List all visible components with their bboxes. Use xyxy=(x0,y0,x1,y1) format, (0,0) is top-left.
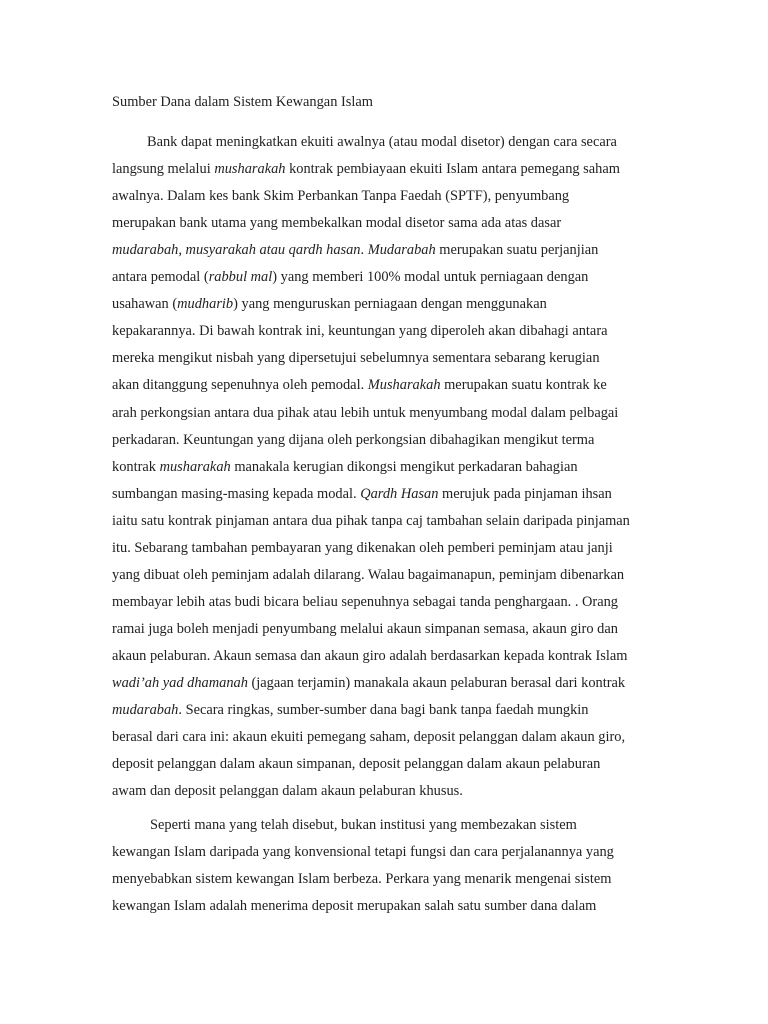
text-run: merupakan suatu perjanjian xyxy=(435,242,599,259)
text-run: kontrak xyxy=(112,458,160,475)
paragraph-1-line xyxy=(112,565,624,585)
italic-term: rabbul mal xyxy=(208,269,273,286)
text-run: merujuk pada pinjaman ihsan xyxy=(438,485,612,502)
text-run: langsung melalui xyxy=(112,161,215,178)
paragraph-1-line xyxy=(112,240,598,260)
italic-term: Musharakah xyxy=(367,377,441,394)
paragraph-1-line xyxy=(112,592,618,612)
text-run: mereka mengikut nisbah yang dipersetujui sebelumnya sementara sebarang kerugian xyxy=(112,350,600,367)
paragraph-1-line xyxy=(112,321,608,341)
text-run: awam dan deposit pelanggan dalam akaun pelaburan khusus. xyxy=(112,783,463,800)
paragraph-1-line xyxy=(112,754,600,774)
paragraph-1-line xyxy=(112,294,547,314)
paragraph-1-line xyxy=(112,646,627,666)
paragraph-1-line xyxy=(112,511,630,531)
text-run: manakala kerugian dikongsi mengikut perkadaran bahagian xyxy=(230,458,578,475)
paragraph-1-line xyxy=(112,375,607,395)
paragraph-1-line xyxy=(112,457,578,477)
text-run: ) yang memberi 100% modal untuk perniagaan dengan xyxy=(272,269,589,286)
text-run: Seperti mana yang telah disebut, bukan institusi yang membezakan sistem xyxy=(150,817,577,833)
italic-term: musharakah xyxy=(214,161,286,178)
paragraph-2-line xyxy=(112,869,612,889)
italic-term: Qardh Hasan xyxy=(360,485,439,502)
text-run: kontrak pembiayaan ekuiti Islam antara pemegang saham xyxy=(285,161,620,178)
text-run: berasal dari cara ini: akaun ekuiti pemegang saham, deposit pelanggan dalam akaun giro, xyxy=(112,729,626,746)
text-run: usahawan ( xyxy=(112,296,178,313)
text-run: (jagaan terjamin) manakala akaun pelaburan berasal dari kontrak xyxy=(247,675,626,691)
paragraph-2-line xyxy=(112,896,596,916)
paragraph-1-line xyxy=(112,267,588,287)
paragraph-1-line xyxy=(112,159,620,179)
text-run: iaitu satu kontrak pinjaman antara dua pihak tanpa caj tambahan selain daripada pinjaman xyxy=(112,512,630,529)
text-run: antara pemodal ( xyxy=(112,269,209,286)
paragraph-1-line xyxy=(112,538,613,558)
text-run: yang dibuat oleh peminjam adalah dilarang. Walau bagaimanapun, peminjam dibenarkan xyxy=(112,566,625,583)
text-run: ramai juga boleh menjadi penyumbang melalui akaun simpanan semasa, akaun giro dan xyxy=(112,620,618,637)
text-run: ) yang menguruskan perniagaan dengan menggunakan xyxy=(233,296,547,313)
text-run: kewangan Islam adalah menerima deposit merupakan salah satu sumber dana dalam xyxy=(112,898,597,914)
text-run: membayar lebih atas budi bicara beliau sepenuhnya sebagai tanda penghargaan. . Orang xyxy=(112,593,619,610)
text-run: itu. Sebarang tambahan pembayaran yang dikenakan oleh pemberi peminjam atau janji xyxy=(112,539,613,556)
text-run: deposit pelanggan dalam akaun simpanan, deposit pelanggan dalam akaun pelaburan xyxy=(112,756,601,773)
paragraph-1-line xyxy=(112,619,618,639)
paragraph-1-line xyxy=(147,132,617,152)
text-run: merupakan suatu kontrak ke xyxy=(440,377,607,394)
paragraph-1-line xyxy=(112,403,618,423)
paragraph-1-line xyxy=(112,781,463,801)
text-run: arah perkongsian antara dua pihak atau lebih untuk menyumbang modal dalam pelbagai xyxy=(112,404,619,421)
italic-term: mudarabah, musyarakah atau qardh hasan xyxy=(112,242,361,259)
document-title: Sumber Dana dalam Sistem Kewangan Islam xyxy=(112,94,373,110)
text-run: . Secara ringkas, sumber-sumber dana bagi bank tanpa faedah mungkin xyxy=(178,702,589,719)
paragraph-2-line xyxy=(150,815,577,835)
paragraph-1-line xyxy=(112,727,625,747)
paragraph-1-line xyxy=(112,700,588,720)
italic-term: mudarabah xyxy=(112,702,179,719)
paragraph-1-line xyxy=(112,213,561,233)
paragraph-1-line xyxy=(112,348,600,368)
paragraph-1-line xyxy=(112,673,625,693)
text-run: akan ditanggung sepenuhnya oleh pemodal. xyxy=(112,377,368,394)
paragraph-1-line xyxy=(112,484,612,504)
paragraph-2-line xyxy=(112,842,614,862)
text-run: kepakarannya. Di bawah kontrak ini, keuntungan yang diperoleh akan dibahagi antara xyxy=(112,323,608,340)
paragraph-1-line xyxy=(112,186,569,206)
text-run: sumbangan masing-masing kepada modal. xyxy=(112,485,361,502)
paragraph-1-line xyxy=(112,430,594,450)
text-run: perkadaran. Keuntungan yang dijana oleh perkongsian dibahagikan mengikut terma xyxy=(112,431,595,448)
text-run: akaun pelaburan. Akaun semasa dan akaun giro adalah berdasarkan kepada kontrak Islam xyxy=(112,647,628,664)
italic-term: Mudarabah xyxy=(367,242,436,259)
italic-term: mudharib xyxy=(177,296,234,313)
text-run: . xyxy=(360,242,368,259)
italic-term: wadi’ah yad dhamanah xyxy=(112,675,248,691)
text-run: kewangan Islam daripada yang konvensional tetapi fungsi dan cara perjalanannya yang xyxy=(112,844,614,860)
text-run: menyebabkan sistem kewangan Islam berbeza. Perkara yang menarik mengenai sistem xyxy=(112,871,612,887)
text-run: Bank dapat meningkatkan ekuiti awalnya (atau modal disetor) dengan cara secara xyxy=(147,134,617,150)
text-run: merupakan bank utama yang membekalkan modal disetor sama ada atas dasar xyxy=(112,215,562,232)
text-run: awalnya. Dalam kes bank Skim Perbankan Tanpa Faedah (SPTF), penyumbang xyxy=(112,188,570,205)
italic-term: musharakah xyxy=(159,458,231,475)
